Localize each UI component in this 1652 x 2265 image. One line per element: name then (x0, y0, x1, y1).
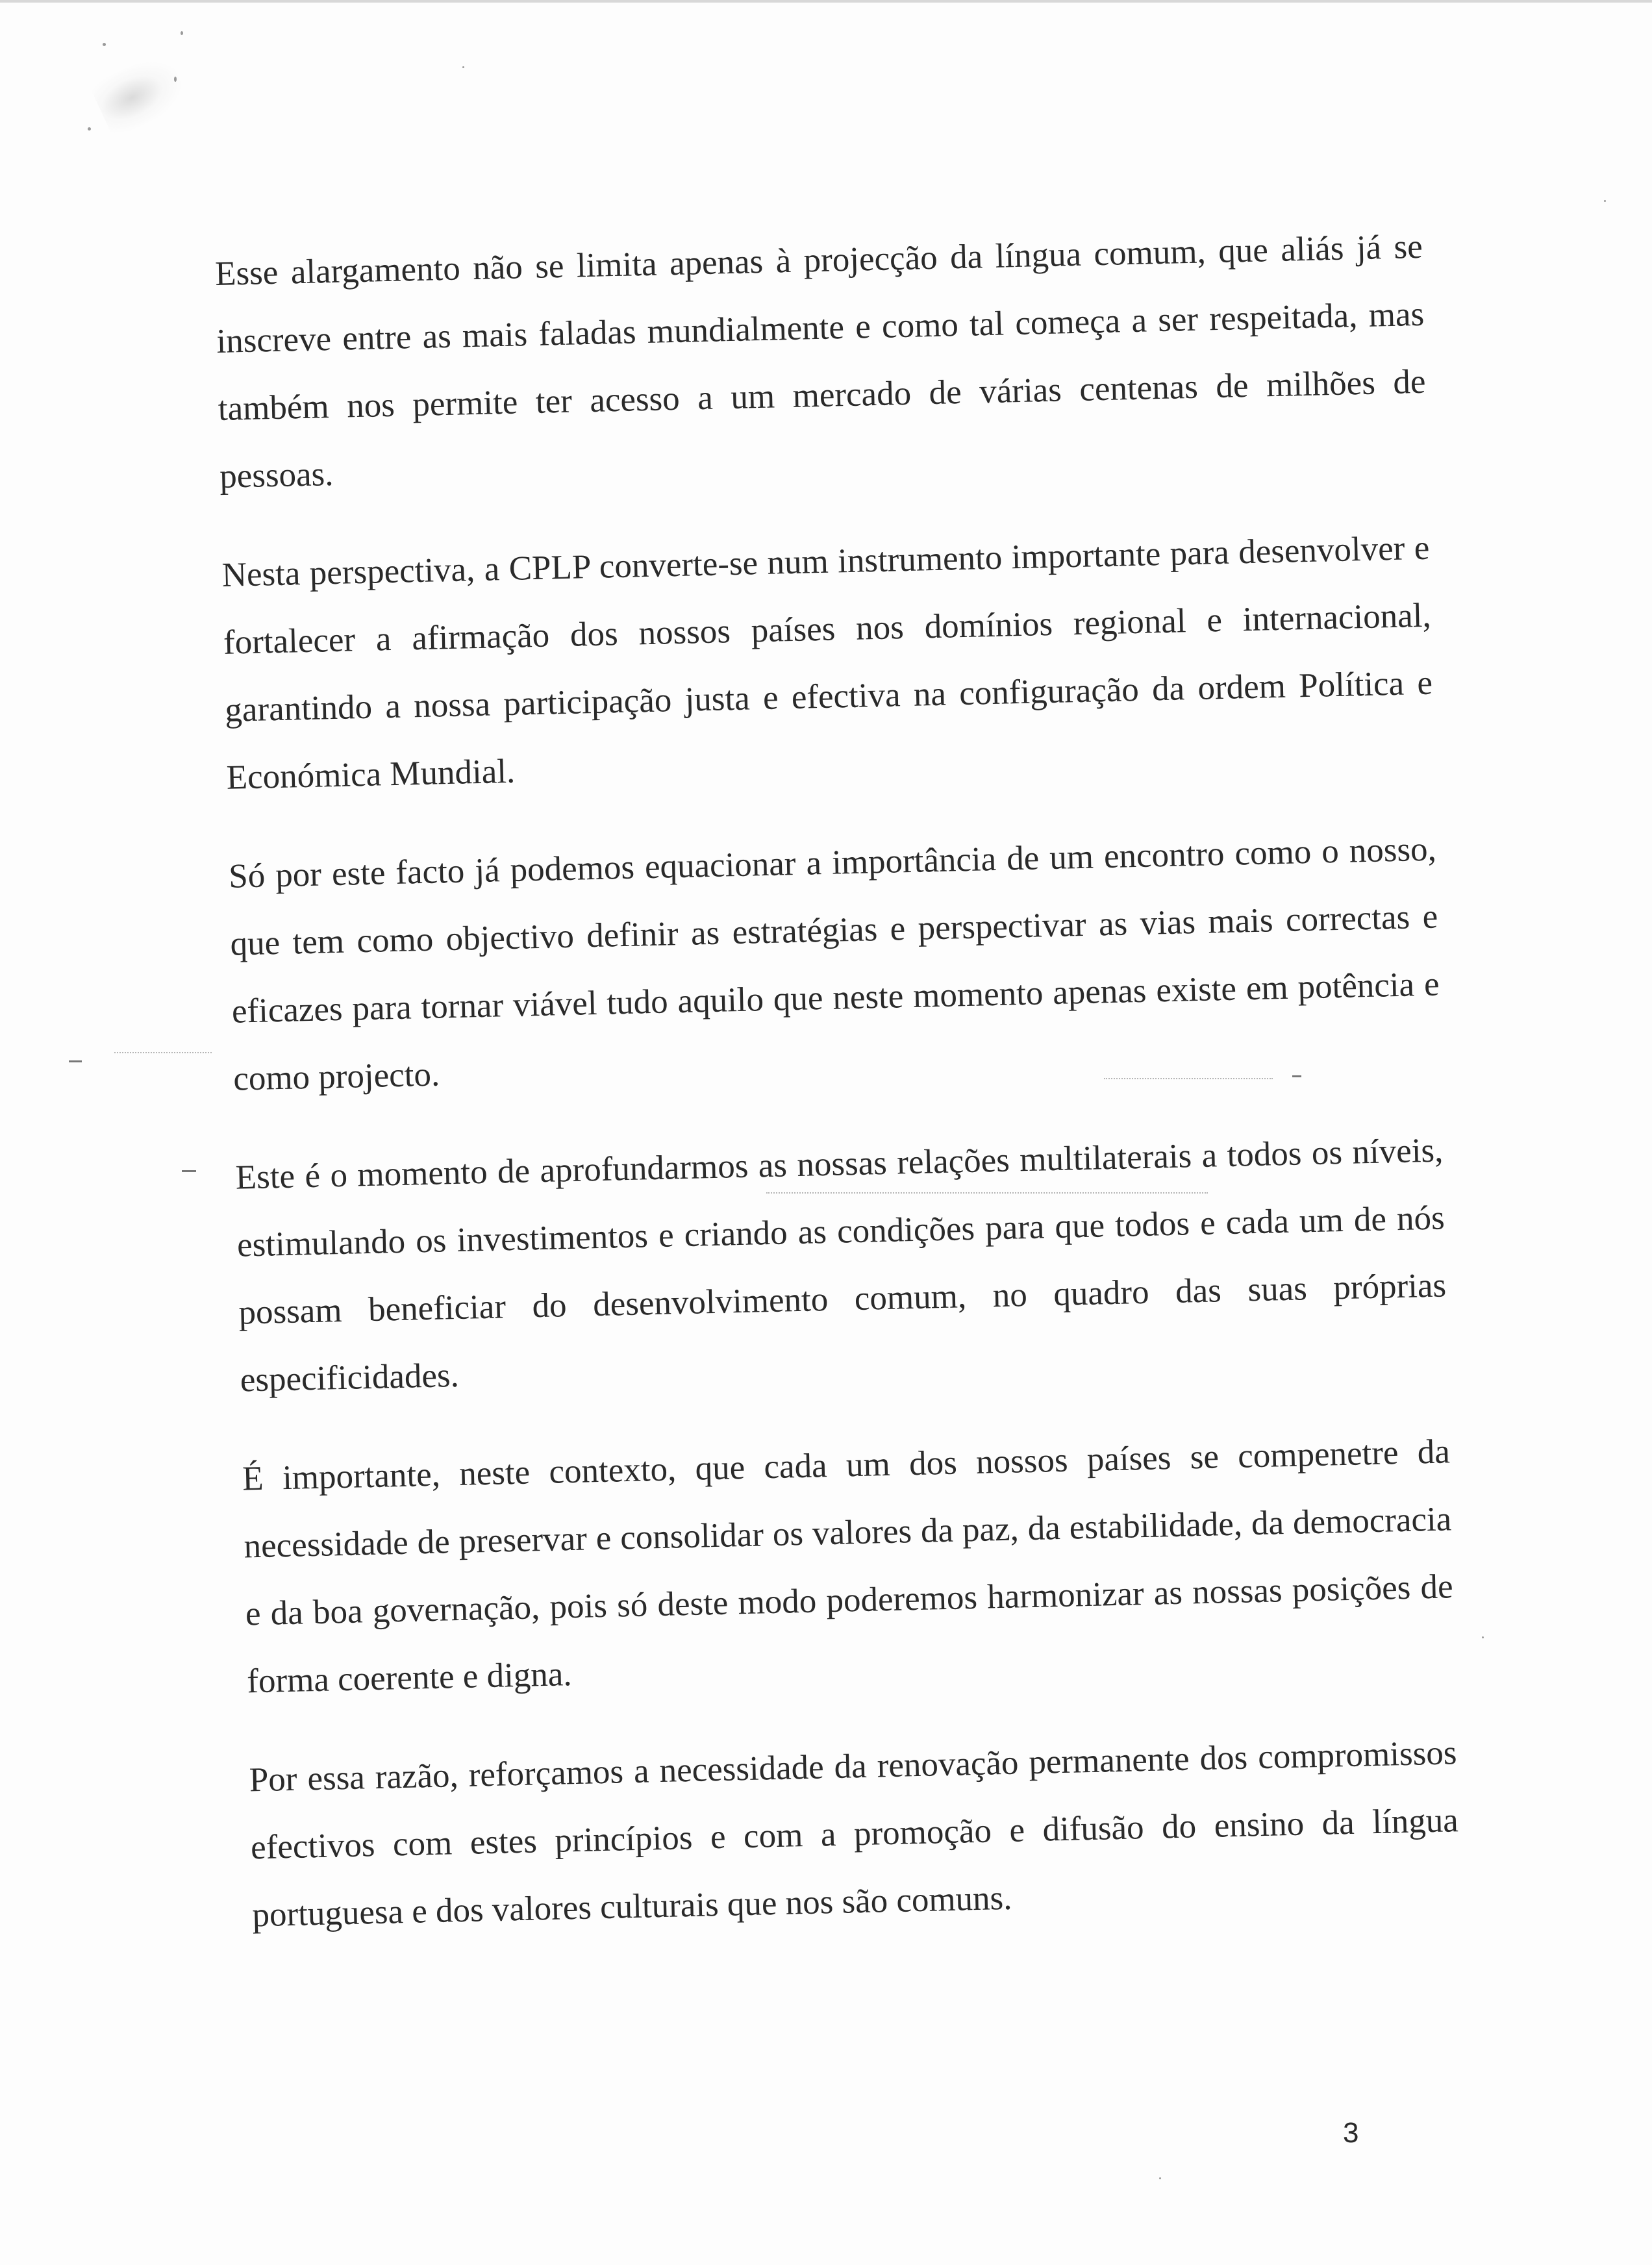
scan-speck (462, 66, 464, 68)
paragraph: Este é o momento de aprofundarmos as nossas relações multilaterais a todos os níveis, estimulando os investimentos e criando as condições para que todos e cada um de nós possam beneficiar do desenvolvimento comum, no quadro das suas próprias especificidades. (235, 1131, 1447, 1399)
scan-speck (181, 31, 183, 35)
scan-speck (1482, 1636, 1484, 1638)
paragraph: Esse alargamento não se limita apenas à projecção da língua comum, que aliás já se inscreve entre as mais faladas mundialmente e como tal começa a ser respeitada, mas também nos permite ter acesso a um mercado de várias centenas de milhões de pessoas. (214, 227, 1427, 495)
paragraph: Nesta perspectiva, a CPLP converte-se num instrumento importante para desenvolver e fortalecer a afirmação dos nossos países nos domínios regional e internacional, garantindo a nossa participação justa e efectiva na configuração da ordem Política e Económica Mundial. (221, 529, 1433, 797)
scan-top-edge (0, 0, 1652, 3)
paragraph: É importante, neste contexto, que cada um dos nossos países se compenetre da necessidade de preservar e consolidar os valores da paz, da estabilidade, da democracia e da boa governação, pois só deste modo poderemos harmonizar as nossas posições de forma coerente e digna. (242, 1433, 1454, 1701)
paper-crease (89, 50, 190, 139)
scan-speck (174, 77, 177, 82)
bleed-through-line (114, 1052, 212, 1055)
paragraph: Só por este facto já podemos equacionar a importância de um encontro como o nosso, que tem como objectivo definir as estratégias e perspectivar as vias mais correctas e eficazes para tornar viável tudo aquilo que neste momento apenas existe em potência e como projecto. (228, 830, 1440, 1098)
scan-speck (1604, 200, 1606, 202)
document-body (214, 213, 1461, 1978)
scan-speck (88, 127, 91, 131)
scan-speck (1159, 2177, 1161, 2179)
scan-speck (103, 43, 106, 46)
margin-dash-left (69, 1060, 82, 1062)
page-number: 3 (1343, 2117, 1359, 2149)
paragraph: Por essa razão, reforçamos a necessidade da renovação permanente dos compromissos efectivos com estes princípios e com a promoção e difusão do ensino da língua portuguesa e dos valores culturais que nos são comuns. (249, 1734, 1459, 1934)
margin-dash-left (182, 1170, 196, 1172)
